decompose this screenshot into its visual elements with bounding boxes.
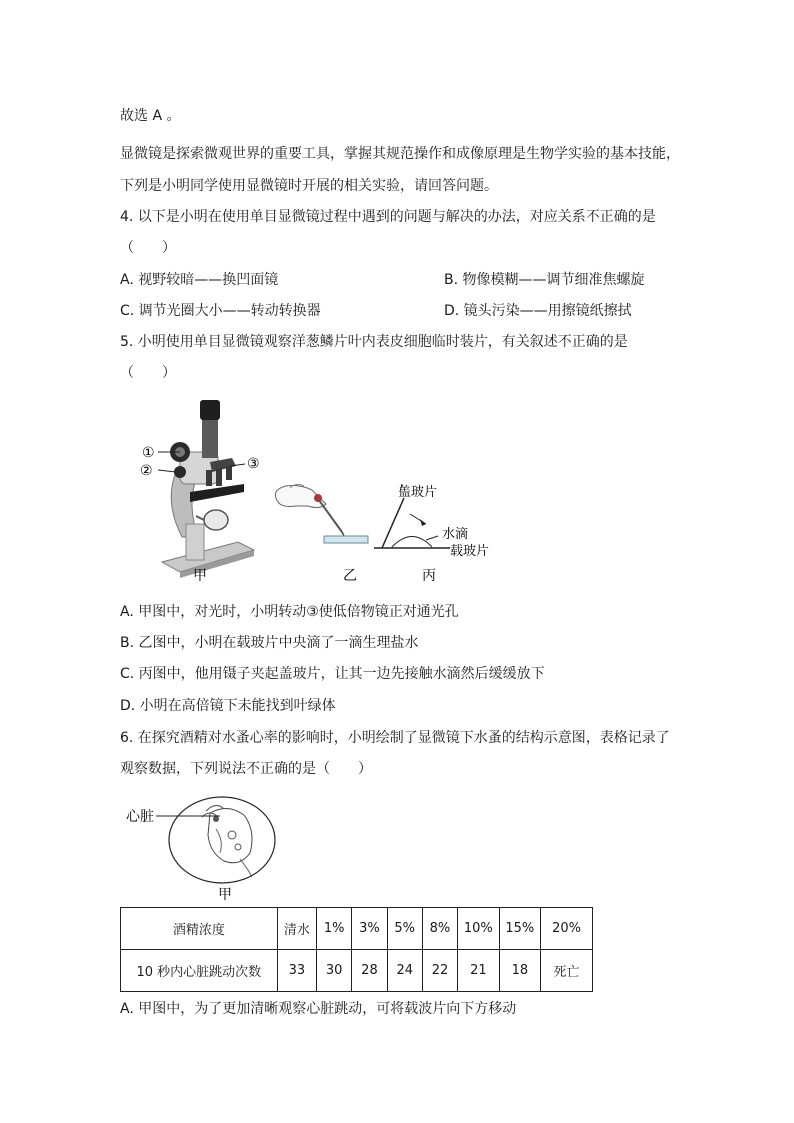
intro-line-2: 下列是小明同学使用显微镜时开展的相关实验，请回答问题。 xyxy=(120,178,498,194)
q5-option-b: B. 乙图中，小明在载玻片中央滴了一滴生理盐水 xyxy=(120,635,419,651)
marker-3: ③ xyxy=(247,456,260,472)
q4-option-a: A. 视野较暗——换凹面镜 xyxy=(120,272,279,288)
table-cell: 18 xyxy=(499,950,540,992)
q6-figure xyxy=(120,795,290,905)
q5-option-d: D. 小明在高倍镜下未能找到叶绿体 xyxy=(120,698,336,714)
table-cell: 21 xyxy=(458,950,499,992)
q6-stem-line-1: 6. 在探究酒精对水蚤心率的影响时，小明绘制了显微镜下水蚤的结构示意图，表格记录了 xyxy=(120,730,670,746)
heart-label: 心脏 xyxy=(126,809,154,825)
field-of-view xyxy=(169,797,275,883)
q6-option-a: A. 甲图中，为了更加清晰观察心脏跳动，可将载波片向下方移动 xyxy=(120,1001,517,1017)
table-cell: 清水 xyxy=(277,908,316,950)
marker-1: ① xyxy=(142,445,155,461)
table-cell: 10 秒内心脏跳动次数 xyxy=(121,950,278,992)
table-cell: 死亡 xyxy=(541,950,593,992)
table-cell: 10% xyxy=(458,908,499,950)
q5-blank: （ ） xyxy=(120,365,176,381)
marker-2: ② xyxy=(140,463,153,479)
q5-figure xyxy=(120,392,520,592)
slide-label: 载玻片 xyxy=(450,544,490,559)
table-cell: 28 xyxy=(352,950,387,992)
table-cell: 33 xyxy=(277,950,316,992)
figure-label-jia: 甲 xyxy=(193,568,207,584)
q5-stem: 5. 小明使用单目显微镜观察洋葱鳞片叶内表皮细胞临时装片，有关叙述不正确的是 xyxy=(120,334,628,350)
table-cell: 3% xyxy=(352,908,387,950)
table-header-row xyxy=(121,908,593,950)
dropper-image xyxy=(275,484,368,543)
q5-option-a: A. 甲图中，对光时，小明转动③使低倍物镜正对通光孔 xyxy=(120,604,459,620)
table-cell: 30 xyxy=(317,950,352,992)
q4-option-b: B. 物像模糊——调节细准焦螺旋 xyxy=(444,272,645,288)
table-cell: 1% xyxy=(317,908,352,950)
q4-stem: 4. 以下是小明在使用单目显微镜过程中遇到的问题与解决的办法，对应关系不正确的是 xyxy=(120,209,656,225)
q4-option-d: D. 镜头污染——用擦镜纸擦拭 xyxy=(444,303,632,319)
figure-label-bing: 丙 xyxy=(422,568,436,584)
q6-stem-line-2: 观察数据，下列说法不正确的是（ ） xyxy=(120,761,372,777)
table-cell: 20% xyxy=(541,908,593,950)
water-drop-label: 水滴 xyxy=(442,527,469,542)
table-cell: 5% xyxy=(387,908,422,950)
cover-slip-label: 盖玻片 xyxy=(398,485,438,500)
table-cell: 24 xyxy=(387,950,422,992)
figure-label-yi: 乙 xyxy=(343,568,357,584)
table-cell: 8% xyxy=(422,908,457,950)
figure-label-jia-2: 甲 xyxy=(218,887,232,903)
q5-option-c: C. 丙图中，他用镊子夹起盖玻片，让其一边先接触水滴然后缓缓放下 xyxy=(120,666,545,682)
table-row xyxy=(121,950,593,992)
previous-answer: 故选 A 。 xyxy=(120,108,181,124)
q4-option-c: C. 调节光圈大小——转动转换器 xyxy=(120,303,321,319)
table-cell: 酒精浓度 xyxy=(121,908,278,950)
microscope-image xyxy=(158,400,254,578)
table-cell: 15% xyxy=(499,908,540,950)
alcohol-heart-rate-table xyxy=(120,907,593,992)
intro-line-1: 显微镜是探索微观世界的重要工具，掌握其规范操作和成像原理是生物学实验的基本技能， xyxy=(120,146,680,162)
table-cell: 22 xyxy=(422,950,457,992)
q4-blank: （ ） xyxy=(120,240,176,256)
